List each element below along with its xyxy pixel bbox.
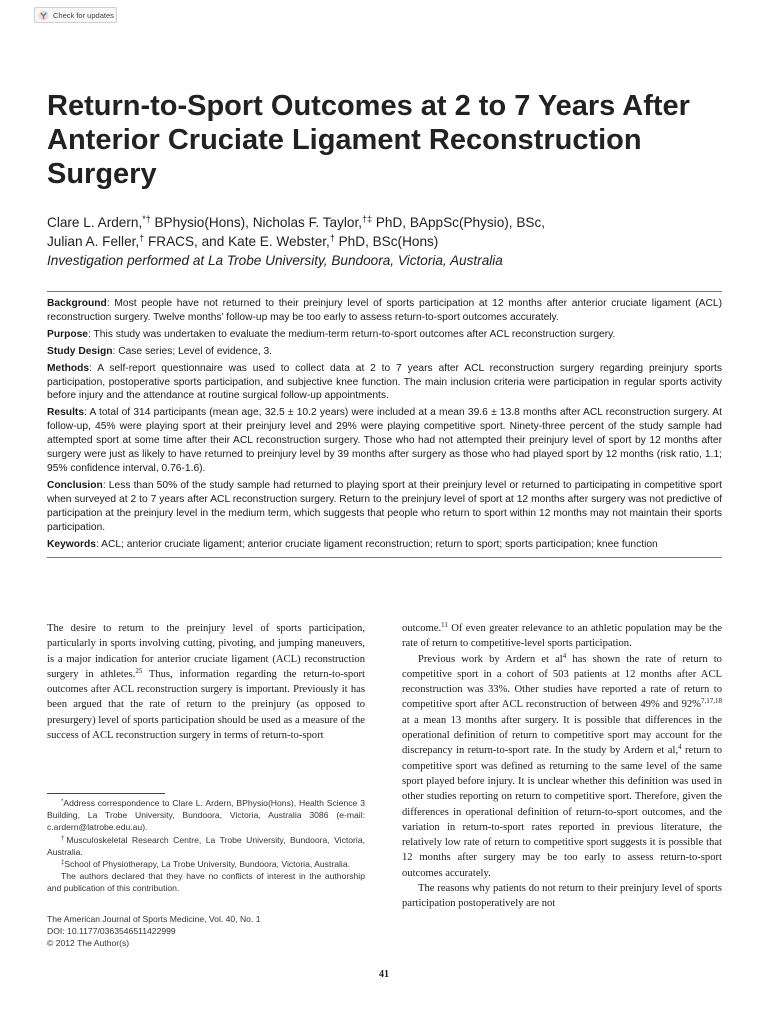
body-right-column (402, 621, 722, 912)
body-text: has shown the rate of return to competitive sport in a cohort of 503 patients at 12 months after ACL reconstruction was 33%. Other studies have reported a rate of return to competitive sport after ACL reconstruction of between 49% and 92% (402, 653, 722, 711)
author-affiliation-mark: †‡ (362, 214, 373, 224)
institution-line: Investigation performed at La Trobe University, Bundoora, Victoria, Australia (47, 253, 503, 268)
abstract-section-label: Keywords (47, 538, 96, 550)
abstract-keywords (47, 538, 722, 552)
footnote-text: Musculoskeletal Research Centre, La Trobe University, Bundoora, Victoria, Australia. (47, 834, 365, 857)
abstract-section-label: Methods (47, 362, 90, 374)
footnote-affiliation (47, 834, 365, 858)
footnotes (47, 797, 365, 895)
body-left-column (47, 621, 365, 743)
author-affiliation-mark: *† (142, 214, 151, 224)
check-for-updates-badge[interactable] (34, 7, 117, 23)
footnote-divider (47, 793, 165, 794)
body-paragraph: The reasons why patients do not return to their preinjury level of sports participation postoperatively are not (402, 883, 722, 910)
abstract-section-label: Purpose (47, 328, 89, 340)
body-text: Of even greater relevance to an athletic population may be the rate of return to competitive-level sports participation. (402, 623, 722, 650)
abstract-methods (47, 362, 722, 404)
author-block (47, 213, 737, 270)
abstract-box (47, 291, 722, 558)
article-title: Return-to-Sport Outcomes at 2 to 7 Years After Anterior Cruciate Ligament Reconstruction Surgery (47, 90, 690, 190)
citation-ref[interactable]: 4 (562, 651, 567, 660)
body-text: at a mean 13 months after surgery. It is possible that differences in the operational definition of return to competitive sport may account for the discrepancy in return-to-sport rate. In the study by Ardern et al, (402, 714, 722, 757)
author-affiliation-mark: † (329, 233, 335, 243)
abstract-section-text: : A total of 314 participants (mean age, 32.5 ± 10.2 years) were included at a mean 39.6 ± 13.8 months after ACL reconstruction surgery. At follow-up, 45% were playing sport at their preinjury level and 29% were playing competitive sport. Ninety-three percent of the study sample had attempted sport at some time after their ACL reconstruction surgery. Those who had not attempted their preinjury level of sport by 12 months after surgery were just as likely to have returned to preinjury level by 39 months after surgery as those who had played sport by 12 months (risk ratio, 1.1; 95% confidence interval, 0.76-1.6). (47, 407, 722, 474)
check-for-updates-label: Check for updates (53, 10, 114, 20)
abstract-study-design (47, 345, 722, 359)
abstract-conclusion (47, 479, 722, 535)
abstract-section-text: : Less than 50% of the study sample had returned to playing sport at their preinjury level or returned to participating in competitive sport when surveyed at 2 to 7 years after ACL reconstruction surgery. Return to the preinjury level of sport at 12 months after surgery was not predictive of participation at the preinjury level in the medium term, which suggests that people who return to sport within 12 months may not maintain their sports participation. (47, 479, 722, 533)
body-paragraph (47, 621, 365, 743)
footnote-mark: ‡ (61, 860, 65, 867)
abstract-section-label: Results (47, 407, 85, 419)
abstract-results (47, 406, 722, 476)
author-name: Clare L. Ardern, (47, 215, 143, 230)
abstract-section-text: : A self-report questionnaire was used to collect data at 2 to 7 years after ACL reconstruction surgery regarding preinjury sports participation, postoperative sports participation, and subjective knee function. The main inclusion criteria were participation in regular sports activity before injury and the attendance at routine surgical follow-up appointments. (47, 362, 722, 402)
abstract-section-text: : ACL; anterior cruciate ligament; anterior cruciate ligament reconstruction; return to sport; sports participation; knee function (96, 538, 658, 550)
body-paragraph (402, 621, 722, 652)
journal-copyright: © 2012 The Author(s) (47, 938, 130, 949)
journal-info (47, 913, 365, 950)
abstract-section-label: Conclusion (47, 479, 103, 491)
body-paragraph (402, 652, 722, 881)
check-for-updates-icon (38, 10, 49, 21)
citation-ref[interactable]: 4 (678, 743, 682, 752)
abstract-section-label: Background (47, 298, 107, 309)
footnote-conflict: The authors declared that they have no conflicts of interest in the authorship and publication of this contribution. (47, 871, 365, 894)
footnote-mark: * (61, 799, 64, 805)
footnote-mark: † (61, 835, 67, 842)
body-text: return to competitive sport was defined as returning to the same level of the same sport played before injury. It is unclear whether this definition was used in other studies reporting on return to competitive sport. Therefore, given the differences in operational definition of return-to-sport outcomes, and the variation in return-to-sport rates reported in previous literature, the relatively low rate of return to competitive sport suggests it is possible that 12 months after surgery may be too early to assess return-to-sport outcomes accurately. (402, 745, 722, 879)
footnote-text: Address correspondence to Clare L. Ardern, BPhysio(Hons), Health Science 3 Building, La Trobe University, Bundoora, Victoria, Australia 3086 (e-mail: c.ardern@latrobe.edu.au). (47, 798, 365, 833)
author-name: Nicholas F. Taylor, (252, 215, 363, 230)
abstract-purpose (47, 328, 722, 342)
footnote-correspondence (47, 797, 365, 834)
page-number: 41 (379, 969, 389, 980)
body-text: outcome. (402, 623, 442, 634)
abstract-background (47, 297, 722, 325)
citation-ref[interactable]: 11 (441, 621, 448, 629)
author-affiliation-mark: † (139, 233, 145, 243)
journal-citation: The American Journal of Sports Medicine, Vol. 40, No. 1 (47, 914, 261, 924)
author-degrees: FRACS, and (144, 234, 229, 249)
abstract-section-text: : Case series; Level of evidence, 3. (112, 345, 273, 357)
author-line-2 (47, 232, 737, 251)
author-name: Julian A. Feller, (47, 234, 140, 249)
journal-doi[interactable]: DOI: 10.1177/0363546511422999 (47, 926, 176, 937)
citation-ref[interactable]: 25 (135, 666, 143, 675)
citation-ref[interactable]: 7,17,18 (701, 697, 722, 706)
body-text: The desire to return to the preinjury level of sports participation, particularly in sports involving cutting, pivoting, and jumping maneuvers, is a major indication for anterior cruciate ligament (ACL) reconstruction surgery in athletes. (47, 623, 365, 680)
author-degrees: BPhysio(Hons), (150, 215, 253, 230)
abstract-section-text: : This study was undertaken to evaluate the medium-term return-to-sport outcomes after ACL reconstruction surgery. (88, 328, 616, 340)
abstract-section-label: Study Design (47, 345, 113, 357)
footnote-text: School of Physiotherapy, La Trobe University, Bundoora, Victoria, Australia. (64, 859, 350, 870)
author-line-1 (47, 213, 737, 232)
body-text: Thus, information regarding the return-to-sport outcomes after ACL reconstruction surgery is important. Previously it has been argued that the rate of return to the preinjury (as opposed to presurgery) level of sports participation should be used as a measure of the success of ACL reconstruction surgery in terms of return-to-sport (47, 668, 365, 742)
body-text: Previous work by Ardern et al (418, 653, 563, 665)
author-degrees: PhD, BSc(Hons) (334, 234, 439, 249)
abstract-section-text: : Most people have not returned to their preinjury level of sports participation at 12 months after anterior cruciate ligament (ACL) reconstruction surgery. Twelve months’ follow-up may be too early to assess return-to-sport outcomes accurately. (47, 298, 722, 323)
author-name: Kate E. Webster, (228, 234, 330, 249)
author-degrees: PhD, BAppSc(Physio), BSc, (372, 215, 546, 230)
footnote-affiliation (47, 858, 365, 870)
